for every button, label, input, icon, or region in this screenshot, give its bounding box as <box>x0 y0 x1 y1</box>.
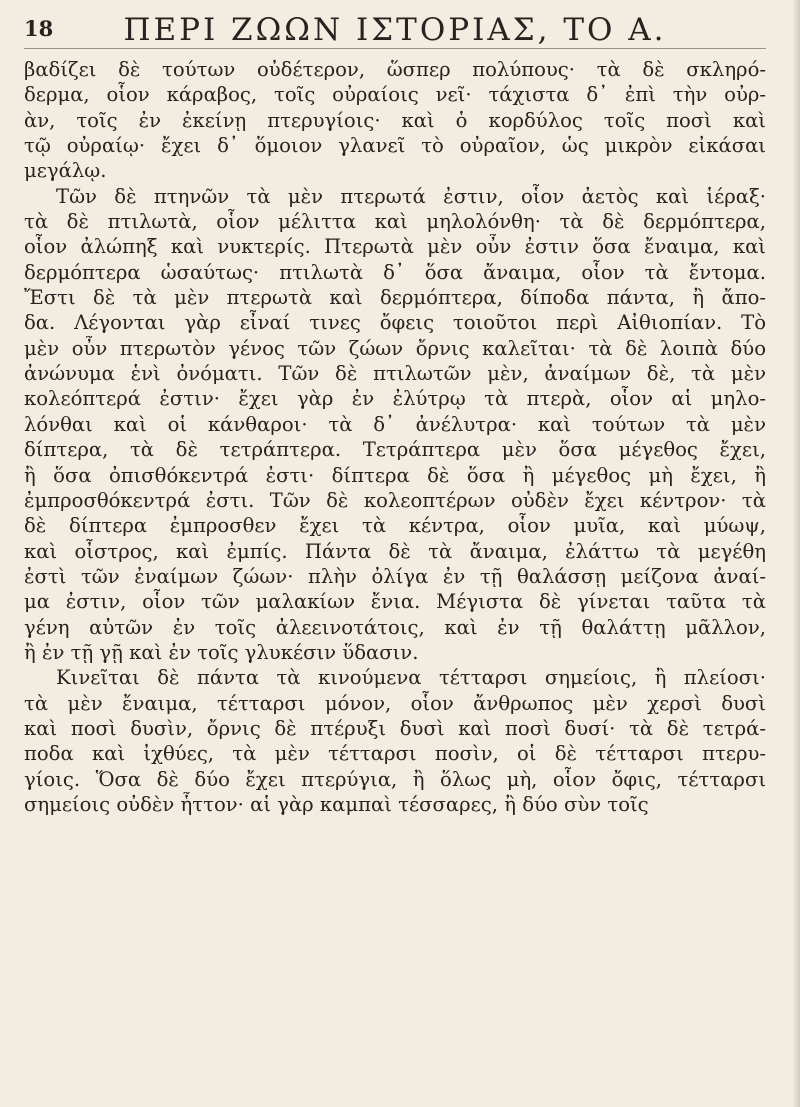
text-line: μὲν οὖν πτερωτὸν γένος τῶν ζώων ὄρνις καλεῖται· τὰ δὲ λοιπὰ δύο <box>24 336 766 360</box>
text-line: γίοις. Ὅσα δὲ δύο ἔχει πτερύγια, ἢ ὅλως μὴ, οἷον ὄφις, τέτταρσι <box>24 767 766 791</box>
text-line: ἐμπροσθόκεντρά ἐστι. Τῶν δὲ κολεοπτέρων οὐδὲν ἔχει κέντρον· τὰ <box>24 488 766 512</box>
text-line: τῷ οὐραίῳ· ἔχει δ᾽ ὅμοιον γλανεῖ τὸ οὐραῖον, ὡς μικρὸν εἰκάσαι <box>24 134 766 158</box>
text-line: βαδίζει δὲ τούτων οὐδέτερον, ὥσπερ πολύπους· τὰ δὲ σκληρό- <box>24 58 766 81</box>
text-line: δερμόπτερα ὡσαύτως· πτιλωτὰ δ᾽ ὅσα ἄναιμα, οἷον τὰ ἔντομα. <box>24 260 766 284</box>
text-line: δὲ δίπτερα ἐμπροσθεν ἔχει τὰ κέντρα, οἷον μυῖα, καὶ μύωψ, <box>24 514 766 538</box>
text-line: δα. Λέγονται γὰρ εἶναί τινες ὄφεις τοιοῦτοι περὶ Αἰθιοπίαν. Τὸ <box>24 311 766 335</box>
text-line: καὶ οἶστρος, καὶ ἐμπίς. Πάντα δὲ τὰ ἄναιμα, ἐλάττω τὰ μεγέθη <box>24 539 766 563</box>
running-head <box>24 12 766 49</box>
text-line: δερμα, οἷον κάραβος, τοῖς οὐραίοις νεῖ· τάχιστα δ᾽ ἐπὶ τὴν οὐρ- <box>24 83 766 107</box>
text-line: μα ἐστιν, οἷον τῶν μαλακίων ἔνια. Μέγιστα δὲ γίνεται ταῦτα τὰ <box>24 590 766 614</box>
text-line: γένη αὐτῶν ἐν τοῖς ἀλεεινοτάτοις, καὶ ἐν τῇ θαλάττῃ μᾶλλον, <box>24 615 766 639</box>
text-line: καὶ ποσὶ δυσὶν, ὄρνις δὲ πτέρυξι δυσὶ καὶ ποσὶ δυσί· τὰ δὲ τετρά- <box>24 716 766 740</box>
paragraph <box>24 184 766 666</box>
text-line: κολεόπτερά ἐστιν· ἔχει γὰρ ἐν ἐλύτρῳ τὰ πτερὰ, οἷον αἱ μηλο- <box>24 387 766 411</box>
text-line: σημείοις οὐδὲν ἧττον· αἱ γὰρ καμπαὶ τέσσαρες, ἢ δύο σὺν τοῖς <box>24 792 649 816</box>
text-line: ἐστὶ τῶν ἐναίμων ζώων· πλὴν ὀλίγα ἐν τῇ θαλάσσῃ μείζονα ἀναί- <box>24 564 766 588</box>
text-line: λόνθαι καὶ οἱ κάνθαροι· τὰ δ᾽ ἀνέλυτρα· καὶ τούτων τὰ μὲν <box>24 412 766 436</box>
text-line: ὰν, τοῖς ἐν ἐκείνῃ πτερυγίοις· καὶ ὁ κορδύλος τοῖς ποσὶ καὶ <box>24 108 766 132</box>
text-line: ἢ ὅσα ὀπισθόκεντρά ἐστι· δίπτερα δὲ ὅσα ἢ μέγεθος μὴ ἔχει, ἢ <box>24 463 766 487</box>
page-binding-shadow <box>792 0 800 1107</box>
text-line: τὰ μὲν ἔναιμα, τέτταρσι μόνον, οἷον ἄνθρωπος μὲν χερσὶ δυσὶ <box>24 691 766 715</box>
text-line: Ἔστι δὲ τὰ μὲν πτερωτὰ καὶ δερμόπτερα, δίποδα πάντα, ἢ ἄπο- <box>24 286 766 310</box>
text-line: ποδα καὶ ἰχθύες, τὰ μὲν τέτταρσι ποσὶν, οἱ δὲ τέτταρσι πτερυ- <box>24 742 766 766</box>
page-number: 18 <box>24 16 54 41</box>
paragraph <box>24 665 766 817</box>
text-line: οἷον ἀλώπηξ καὶ νυκτερίς. Πτερωτὰ μὲν οὖν ἐστιν ὅσα ἔναιμα, καὶ <box>24 235 766 259</box>
running-title: ΠΕΡΙ ΖΩΩΝ ΙΣΤΟΡΙΑΣ, ΤΟ Α. <box>123 12 667 48</box>
body-text <box>24 57 766 817</box>
text-line: Κινεῖται δὲ πάντα τὰ κινούμενα τέτταρσι σημείοις, ἢ πλείοσι· <box>56 666 766 690</box>
text-line: μεγάλῳ. <box>24 159 107 183</box>
text-line: ἀνώνυμα ἑνὶ ὀνόματι. Τῶν δὲ πτιλωτῶν μὲν, ἀναίμων δὲ, τὰ μὲν <box>24 362 766 386</box>
paragraph <box>24 57 766 184</box>
text-line: τὰ δὲ πτιλωτὰ, οἷον μέλιττα καὶ μηλολόνθη· τὰ δὲ δερμόπτερα, <box>24 210 766 234</box>
text-line: Τῶν δὲ πτηνῶν τὰ μὲν πτερωτά ἐστιν, οἷον ἀετὸς καὶ ἱέραξ· <box>56 184 766 208</box>
text-line: δίπτερα, τὰ δὲ τετράπτερα. Τετράπτερα μὲν ὅσα μέγεθος ἔχει, <box>24 438 766 462</box>
text-line: ἢ ἐν τῇ γῇ καὶ ἐν τοῖς γλυκέσιν ὕδασιν. <box>24 640 419 664</box>
